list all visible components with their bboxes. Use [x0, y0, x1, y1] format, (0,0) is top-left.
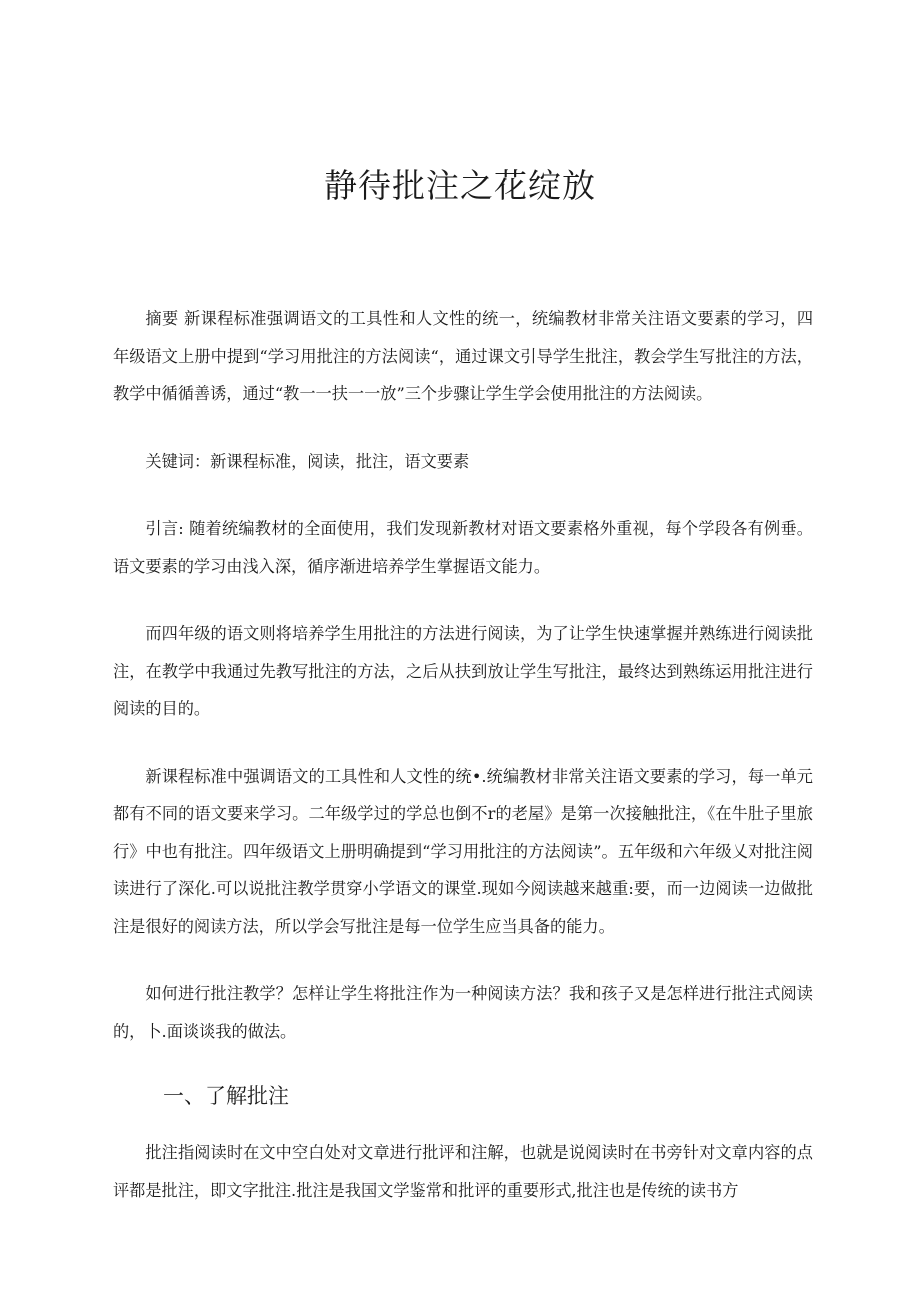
abstract-text: 新课程标准强调语文的工具性和人文性的统一，统编教材非常关注语文要素的学习，四年级语文上册中提到“学习用批注的方法阅读“，通过课文引导学生批注，教会学生写批注的方法，教学中循循善诱，通过“教一一扶一一放”三个步骤让学生学会使用批注的方法阅读。 — [113, 309, 814, 403]
keywords-paragraph — [113, 443, 813, 481]
body-paragraph-curriculum: 新课程标准中强调语文的工具性和人文性的统•.统编教材非常关注语文要素的学习，每一单元都有不同的语文要来学习。二年级学过的学总也倒不r的老屋》是第一次接触批注，《在牛肚子里旅行》中也有批注。四年级语文上册明确提到“学习用批注的方法阅读”。五年级和六年级乂对批注阅读进行了深化.可以说批注教学贯穿小学语文的课堂.现如今阅读越来越重:要，而一边阅读一边做批注是很好的阅读方法，所以学会写批注是每一位学生应当具备的能力。 — [113, 766, 813, 936]
document-title: 静待批注之花绽放 — [324, 166, 596, 205]
body-paragraph-grade4: 而四年级的语文则将培养学生用批注的方法进行阅读，为了让学生快速掌握并熟练进行阅读批注，在教学中我通过先教写批注的方法，之后从扶到放让学生写批注，最终达到熟练运用批注进行阅读的目的。 — [113, 624, 813, 718]
intro-label: 引言: — [145, 519, 184, 538]
keywords-label: 关键词： — [145, 451, 211, 471]
body-paragraph-questions: 如何进行批注教学？怎样让学生将批注作为一种阅读方法？我和孩子又是怎样进行批注式阅读的，卜.面谈谈我的做法。 — [113, 984, 813, 1041]
abstract-paragraph — [113, 300, 813, 413]
section-heading-understand-annotation: 一、了解批注 — [163, 1084, 289, 1108]
document-body — [113, 300, 813, 1239]
intro-paragraph — [113, 510, 813, 585]
section-paragraph-definition: 批注指阅读时在文中空白处对文章进行批评和注解，也就是说阅读时在书旁针对文章内容的点评都是批注，即文字批注.批注是我国文学鉴常和批评的重要形式,批注也是传统的读书方 — [113, 1143, 813, 1200]
intro-text: 随着统编教材的全面使用，我们发现新教材对语文要素格外重视，每个学段各有例垂。语文要素的学习由浅入深，循序渐进培养学生掌握语文能力。 — [113, 519, 813, 576]
keywords-text: 新课程标准，阅读，批注，语文要素 — [210, 451, 470, 471]
abstract-label: 摘要 — [145, 309, 179, 328]
